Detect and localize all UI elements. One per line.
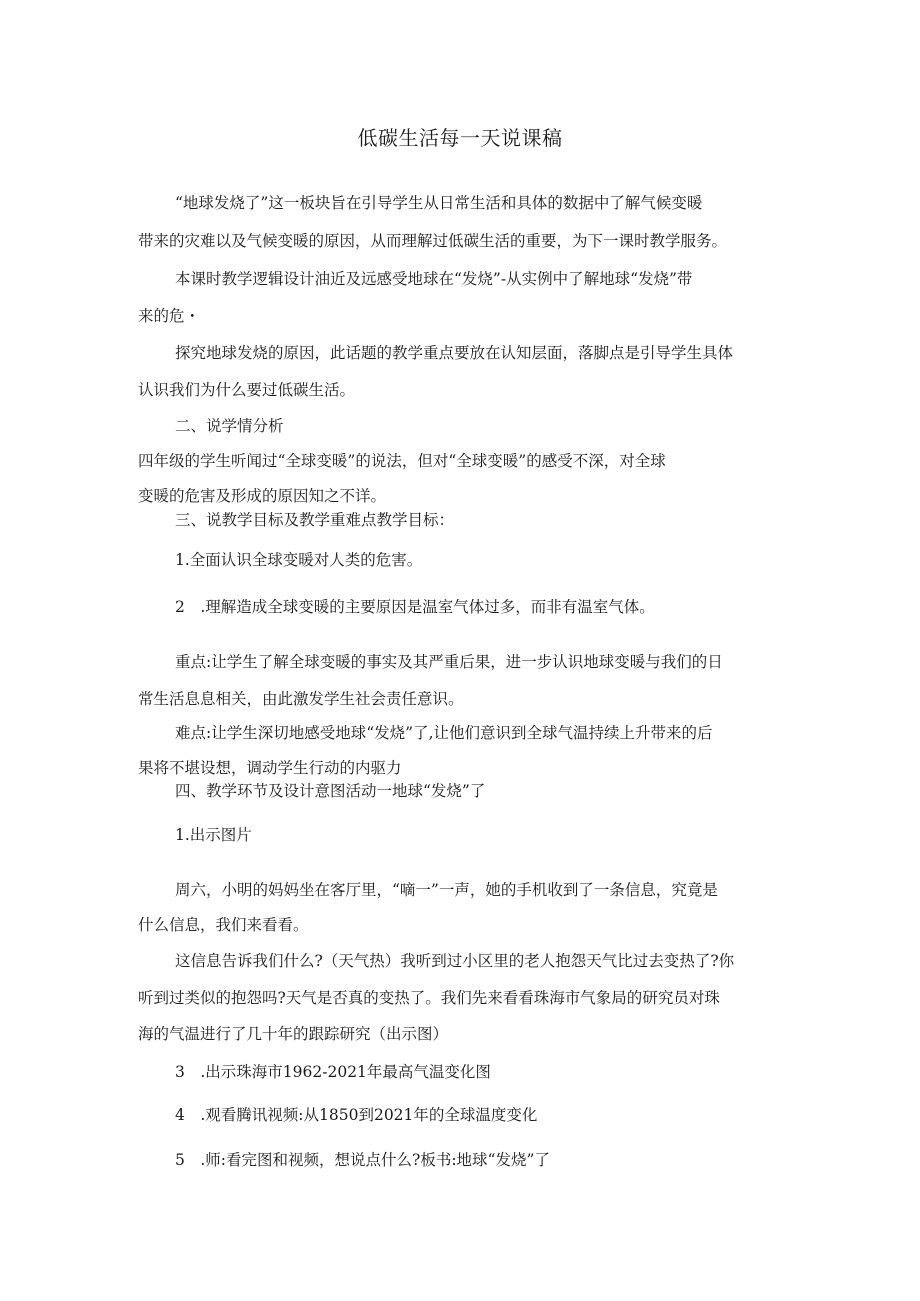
paragraph-line: 本课时教学逻辑设计油近及远感受地球在“发烧”-从实例中了解地球“发烧”带 <box>175 270 693 288</box>
list-item: 4 .观看腾讯视频:从1850到2021年的全球温度变化 <box>175 1106 538 1124</box>
list-item: 5 .师:看完图和视频，想说点什么?板书:地球“发烧”了 <box>175 1151 550 1169</box>
list-item: 1.出示图片 <box>175 826 252 844</box>
section-heading: 四、教学环节及设计意图活动一地球“发烧”了 <box>175 782 486 800</box>
paragraph-line: 探究地球发烧的原因，此话题的教学重点要放在认知层面，落脚点是引导学生具体 <box>175 344 734 362</box>
paragraph-line: 四年级的学生听闻过“全球变暖”的说法，但对“全球变暖”的感受不深，对全球 <box>138 452 666 470</box>
section-heading: 三、说教学目标及教学重难点教学目标： <box>175 511 455 529</box>
paragraph-line: 果将不堪设想，调动学生行动的内驱力 <box>138 759 402 777</box>
paragraph-line: 什么信息，我们来看看。 <box>138 916 309 934</box>
paragraph-line: 重点:让学生了解全球变暖的事实及其严重后果，进一步认识地球变暖与我们的日 <box>175 653 723 671</box>
paragraph-line: 常生活息息相关，由此激发学生社会责任意识。 <box>138 690 464 708</box>
paragraph-line: 听到过类似的抱怨吗?天气是否真的变热了。我们先来看看珠海市气象局的研究员对珠 <box>138 989 720 1007</box>
paragraph-line: 难点:让学生深切地感受地球“发烧”了,让他们意识到全球气温持续上升带来的后 <box>175 724 713 742</box>
document-title: 低碳生活每一天说课稿 <box>357 126 563 150</box>
list-item: 1.全面认识全球变暖对人类的危害。 <box>175 551 423 569</box>
paragraph-line: 这信息告诉我们什么?（天气热）我听到过小区里的老人抱怨天气比过去变热了?你 <box>175 952 735 970</box>
paragraph-line: 周六，小明的妈妈坐在客厅里，“嘀一”一声，她的手机收到了一条信息，究竟是 <box>175 881 718 899</box>
section-heading: 二、说学情分析 <box>175 417 284 435</box>
list-item: 2 .理解造成全球变暖的主要原因是温室气体过多，而非有温室气体。 <box>175 598 655 616</box>
paragraph-line: “地球发烧了”这一板块旨在引导学生从日常生活和具体的数据中了解气候变暖 <box>175 194 703 212</box>
paragraph-line: 来的危・ <box>138 307 201 325</box>
paragraph-line: 认识我们为什么要过低碳生活。 <box>138 381 356 399</box>
paragraph-line: 变暖的危害及形成的原因知之不详。 <box>138 487 387 505</box>
paragraph-line: 带来的灾难以及气候变暖的原因，从而理解过低碳生活的重要，为下一课时教学服务。 <box>138 232 728 250</box>
list-item: 3 .出示珠海市1962-2021年最高气温变化图 <box>175 1063 491 1081</box>
paragraph-line: 海的气温进行了几十年的跟踪研究（出示图） <box>138 1025 449 1043</box>
